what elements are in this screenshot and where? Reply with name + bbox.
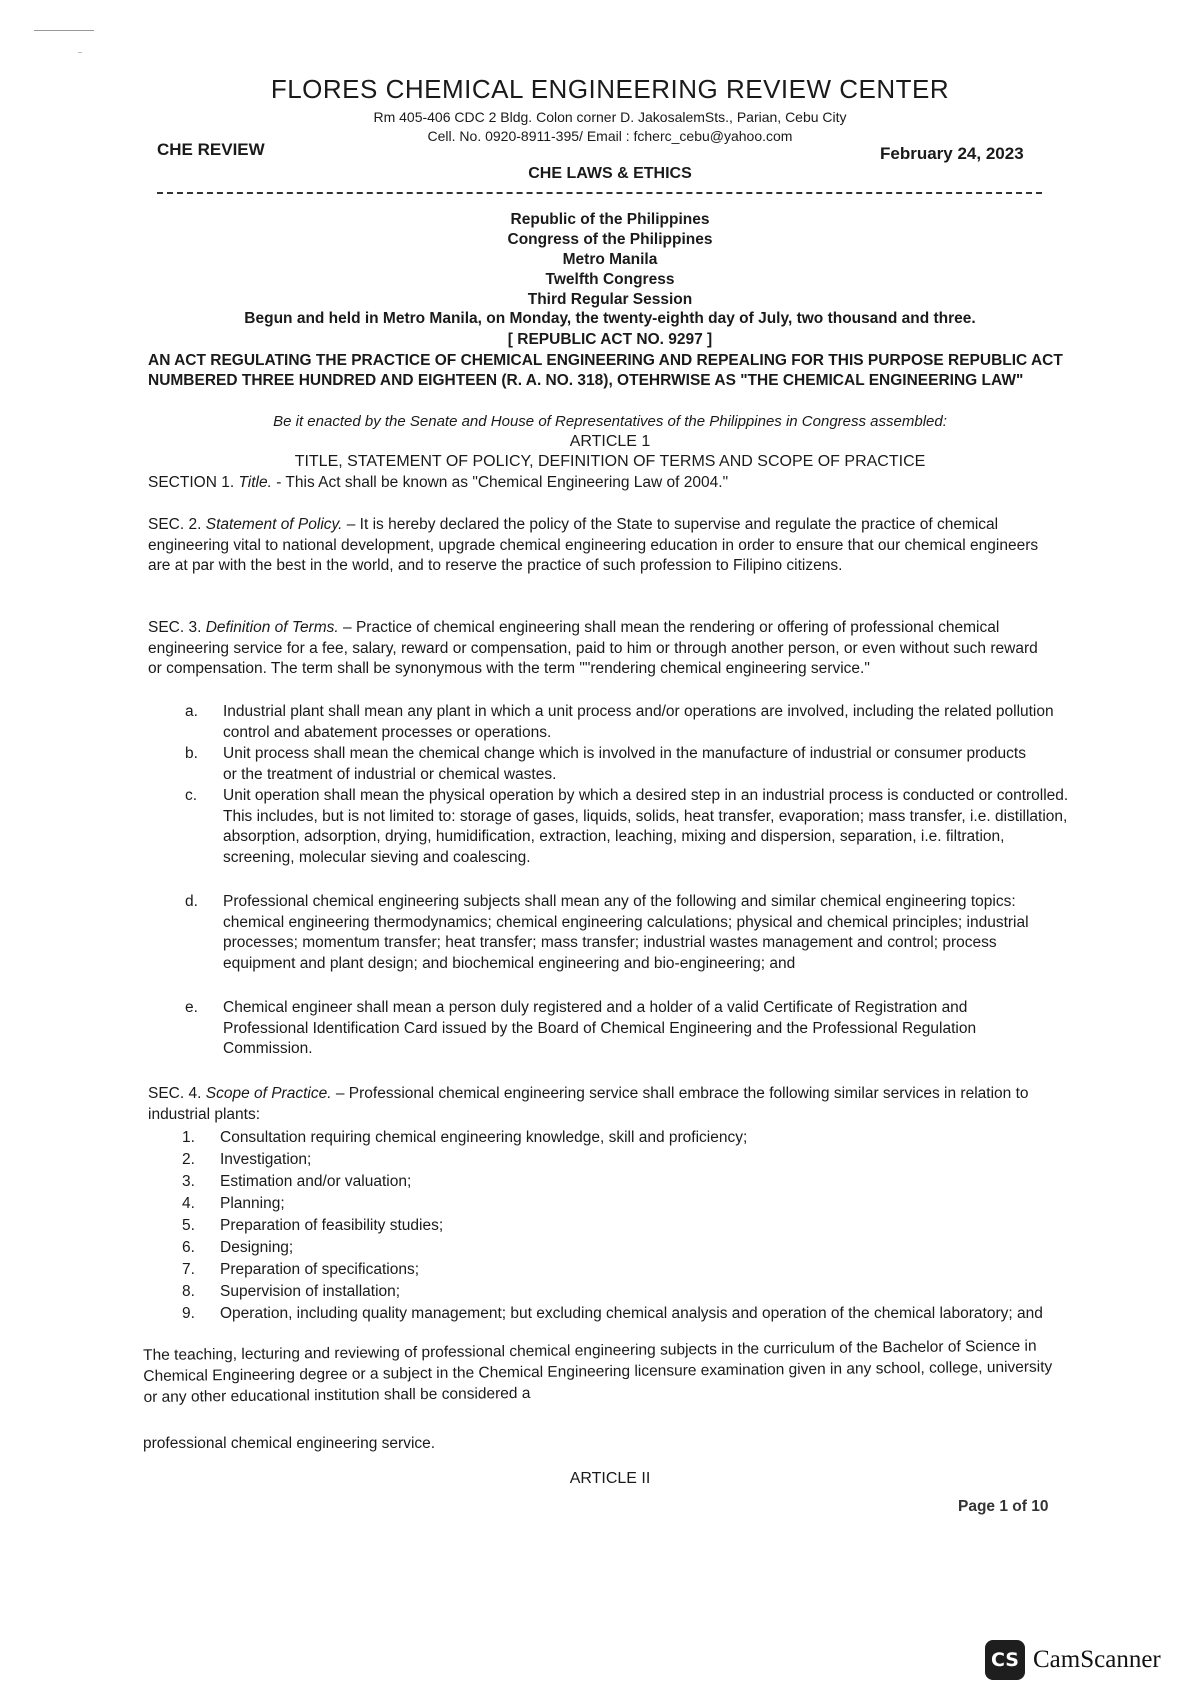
article-heading: ARTICLE 1 xyxy=(569,433,651,450)
section-title: Definition of Terms. xyxy=(205,619,339,636)
act-title: AN ACT REGULATING THE PRACTICE OF CHEMICAL ENGINEERING AND REPEALING FOR THIS PURPOSE REPUBLIC ACT NUMBERED THREE HUNDRED AND EIGHTEEN (R. A. NO. 318), OTEHRWISE AS "THE CHEMICAL ENGINEERING LAW" xyxy=(148,352,1063,389)
act-header-line: Third Regular Session xyxy=(527,291,693,308)
section-1 xyxy=(148,474,1068,492)
section-text: – It is hereby declared the policy of the State to supervise and regulate the practice of chemical engineering vital to national development, upgrade chemical engineering education in order to ensure that our chemical engineers are at par with the best in the world, and to reserve the practice of such profession to Filipino citizens. xyxy=(148,516,1039,574)
item-marker: 9. xyxy=(182,1305,195,1322)
teaching-clause-end: professional chemical engineering service. xyxy=(143,1435,436,1452)
scan-artifact xyxy=(78,52,82,53)
camscanner-brand: CamScanner xyxy=(1033,1646,1161,1673)
review-center-name: FLORES CHEMICAL ENGINEERING REVIEW CENTER xyxy=(270,74,950,104)
item-text: Preparation of specifications; xyxy=(220,1261,420,1278)
camscanner-logo-icon: CS xyxy=(985,1640,1025,1680)
item-marker: 5. xyxy=(182,1217,195,1234)
item-text: Industrial plant shall mean any plant in which a unit process and/or operations are involved, including the related pollution control and abatement processes or operations. xyxy=(223,703,1054,741)
section-label: SEC. 2. xyxy=(148,516,202,533)
teaching-clause: The teaching, lecturing and reviewing of professional chemical engineering subjects in the curriculum of the Bachelor of Science in Chemical Engineering degree or a subject in the Chemical Engineering licensure examination given in any school, college, university or any other educational institution shall be considered a xyxy=(143,1337,1053,1406)
enacting-clause: Be it enacted by the Senate and House of Representatives of the Philippines in Congress assembled: xyxy=(273,413,947,430)
item-marker: 3. xyxy=(182,1173,195,1190)
item-marker: 2. xyxy=(182,1151,195,1168)
section-title: Title. xyxy=(238,474,272,491)
section-3 xyxy=(148,618,1053,680)
item-text: Professional chemical engineering subjects shall mean any of the following and similar chemical engineering topics: chemical engineering thermodynamics; chemical engineering calculations; physical and chemical principles; industrial processes; momentum transfer; heat transfer; mass transfer; industrial wastes management and control; process equipment and plant design; and biochemical engineering and bio-engineering; and xyxy=(223,893,1029,972)
item-text: Consultation requiring chemical engineering knowledge, skill and proficiency; xyxy=(220,1129,748,1146)
item-marker: 1. xyxy=(182,1129,195,1146)
section-label: SECTION 1. xyxy=(148,474,235,491)
item-marker: e. xyxy=(185,999,198,1016)
article-title: TITLE, STATEMENT OF POLICY, DEFINITION OF TERMS AND SCOPE OF PRACTICE xyxy=(294,453,926,470)
item-marker: d. xyxy=(185,893,198,910)
scan-artifact xyxy=(34,30,94,31)
item-text: Designing; xyxy=(220,1239,294,1256)
section-text: – Professional chemical engineering service shall embrace the following similar services in relation to industrial plants: xyxy=(148,1085,1029,1123)
act-header-line: Congress of the Philippines xyxy=(507,231,713,248)
item-marker: 8. xyxy=(182,1283,195,1300)
session-statement: Begun and held in Metro Manila, on Monday, the twenty-eighth day of July, two thousand and three. xyxy=(244,310,976,327)
item-text: Investigation; xyxy=(220,1151,312,1168)
subject-title: CHE LAWS & ETHICS xyxy=(528,165,692,182)
item-text: Supervision of installation; xyxy=(220,1283,401,1300)
item-text: Chemical engineer shall mean a person duly registered and a holder of a valid Certificate of Registration and Professional Identification Card issued by the Board of Chemical Engineering and the Professional Regulation Commission. xyxy=(223,999,977,1057)
item-text: Planning; xyxy=(220,1195,285,1212)
act-header-line: Metro Manila xyxy=(562,251,658,268)
act-header-line: Republic of the Philippines xyxy=(510,211,710,228)
review-label: CHE REVIEW xyxy=(157,140,265,159)
item-text: Unit process shall mean the chemical change which is involved in the manufacture of industrial or consumer products or the treatment of industrial or chemical wastes. xyxy=(223,745,1026,783)
section-label: SEC. 4. xyxy=(148,1085,202,1102)
divider xyxy=(157,192,1042,194)
article-heading: ARTICLE II xyxy=(569,1470,651,1487)
act-header-line: Twelfth Congress xyxy=(545,271,675,288)
item-text: Unit operation shall mean the physical operation by which a desired step in an industrial process is conducted or controlled. This includes, but is not limited to: storage of gases, liquids, solids, heat transfer, evaporation; mass transfer, i.e. distillation, absorption, adsorption, drying, humidification, extraction, leaching, mixing and dispersion, separation, i.e. filtration, screening, molecular sieving and coalescing. xyxy=(223,787,1069,866)
address-line: Rm 405-406 CDC 2 Bldg. Colon corner D. JakosalemSts., Parian, Cebu City xyxy=(373,109,847,125)
section-text: – Practice of chemical engineering shall mean the rendering or offering of professional chemical engineering service for a fee, salary, reward or compensation, paid to him or through another person, or even without such reward or compensation. The term shall be synonymous with the term ""rendering chemical engineering service." xyxy=(148,619,1038,677)
item-text: Operation, including quality management; but excluding chemical analysis and operation of the chemical laboratory; and xyxy=(220,1305,1043,1322)
item-marker: 7. xyxy=(182,1261,195,1278)
section-title: Statement of Policy. xyxy=(205,516,343,533)
item-marker: b. xyxy=(185,745,198,762)
item-text: Estimation and/or valuation; xyxy=(220,1173,412,1190)
item-text: Preparation of feasibility studies; xyxy=(220,1217,444,1234)
section-2 xyxy=(148,515,1053,577)
item-marker: 4. xyxy=(182,1195,195,1212)
republic-act-number: [ REPUBLIC ACT NO. 9297 ] xyxy=(507,331,713,348)
item-marker: c. xyxy=(185,787,198,804)
section-text: - This Act shall be known as "Chemical Engineering Law of 2004." xyxy=(276,474,729,491)
section-title: Scope of Practice. xyxy=(205,1085,332,1102)
page-number: Page 1 of 10 xyxy=(958,1498,1049,1515)
section-label: SEC. 3. xyxy=(148,619,202,636)
section-4 xyxy=(148,1084,1053,1125)
item-marker: 6. xyxy=(182,1239,195,1256)
document-date: February 24, 2023 xyxy=(880,144,1024,163)
item-marker: a. xyxy=(185,703,198,720)
contact-line: Cell. No. 0920-8911-395/ Email : fcherc_cebu@yahoo.com xyxy=(427,128,793,144)
